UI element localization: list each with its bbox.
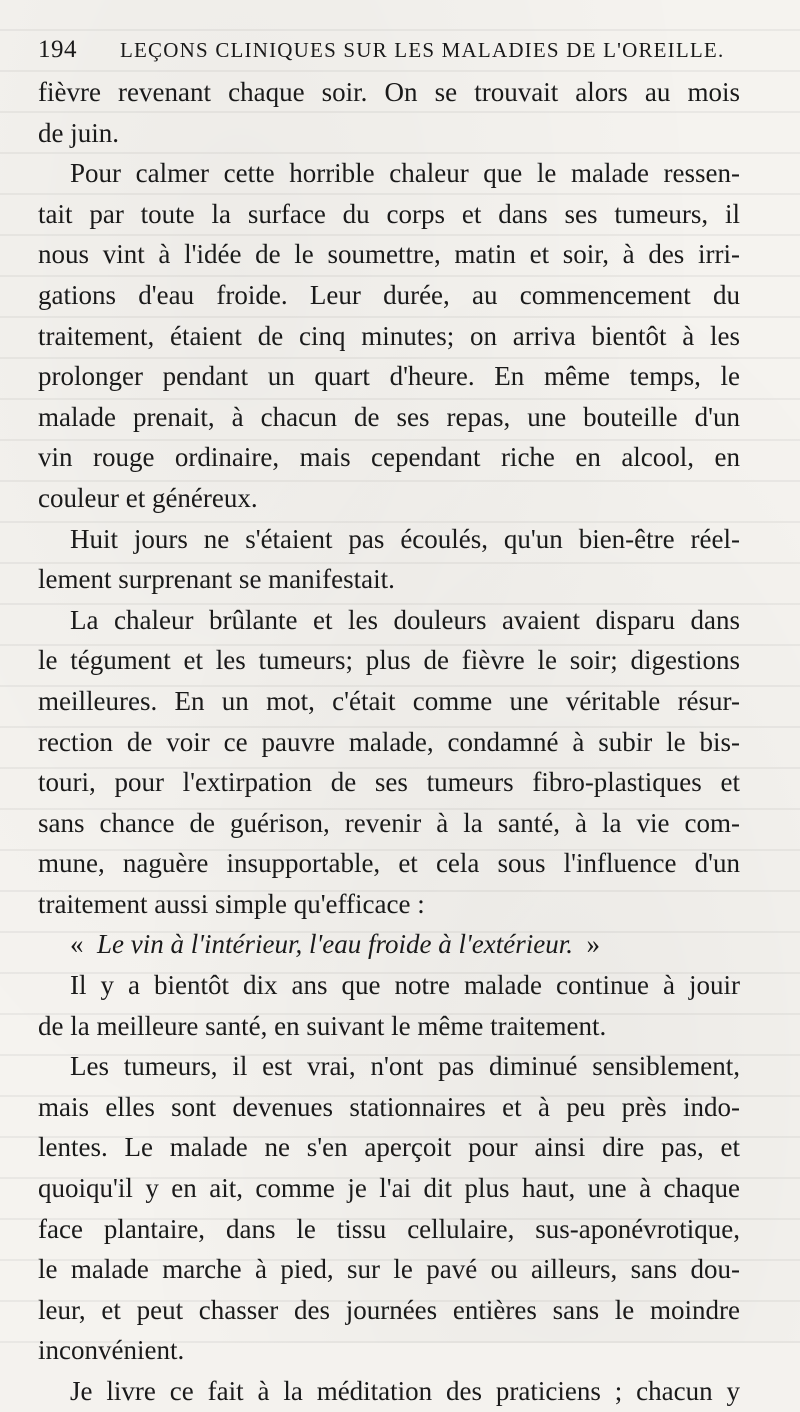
quotation-line [38,924,740,965]
quote-close-mark: » [573,929,600,960]
text-line: inconvénient. [38,1335,185,1366]
text-line: traitement, étaient de cinq minutes; on arriva bientôt à les [38,320,740,351]
text-line: lement surprenant se manifestait. [38,564,395,595]
text-line: Les tumeurs, il est vrai, n'ont pas diminué sensiblement, [70,1051,740,1082]
text-line: de la meilleure santé, en suivant le même traitement. [38,1010,607,1041]
text-line: Je livre ce fait à la méditation des praticiens ; chacun y [70,1376,740,1406]
text-line: de juin. [38,117,119,148]
text-line: gations d'eau froide. Leur durée, au commencement du [38,279,740,310]
text-line: touri, pour l'extirpation de ses tumeurs fibro-plastiques et [38,767,740,798]
page-number: 194 [38,36,77,63]
text-line: face plantaire, dans le tissu cellulaire, sus-aponévrotique, [38,1213,740,1244]
text-line: Pour calmer cette horrible chaleur que le malade ressen- [70,158,740,189]
text-line: mais elles sont devenues stationnaires et à peu près indo- [38,1091,740,1122]
text-line: quoiqu'il y en ait, comme je l'ai dit plus haut, une à chaque [38,1173,740,1204]
page-header [38,36,740,70]
text-line: couleur et généreux. [38,482,258,513]
text-line: Il y a bientôt dix ans que notre malade continue à jouir [70,970,740,1001]
text-line: fièvre revenant chaque soir. On se trouvait alors au mois [38,77,740,107]
text-line: Huit jours ne s'étaient pas écoulés, qu'un bien-être réel- [70,523,740,554]
text-line: malade prenait, à chacun de ses repas, une bouteille d'un [38,401,740,432]
text-line: La chaleur brûlante et les douleurs avaient disparu dans [70,604,740,635]
text-line: nous vint à l'idée de le soumettre, matin et soir, à des irri- [38,239,740,270]
text-line: lentes. Le malade ne s'en aperçoit pour ainsi dire pas, et [38,1132,740,1163]
text-line: prolonger pendant un quart d'heure. En même temps, le [38,361,740,392]
body-text [38,72,740,1412]
text-line: leur, et peut chasser des journées entières sans le moindre [38,1294,740,1325]
text-line: le malade marche à pied, sur le pavé ou ailleurs, sans dou- [38,1254,740,1285]
text-line: le tégument et les tumeurs; plus de fièvre le soir; digestions [38,645,740,676]
text-line: rection de voir ce pauvre malade, condamné à subir le bis- [38,726,740,757]
quote-italic-text: Le vin à l'intérieur, l'eau froide à l'extérieur. [97,929,573,960]
text-line: traitement aussi simple qu'efficace : [38,888,425,919]
text-line: mune, naguère insupportable, et cela sous l'influence d'un [38,848,740,879]
text-line: vin rouge ordinaire, mais cependant riche en alcool, en [38,442,740,473]
text-line: meilleures. En un mot, c'était comme une véritable résur- [38,685,740,716]
text-line: sans chance de guérison, revenir à la santé, à la vie com- [38,807,740,838]
quote-open-mark: « [70,929,97,960]
running-head: LEÇONS CLINIQUES SUR LES MALADIES DE L'OREILLE. [120,38,725,62]
text-line: tait par toute la surface du corps et dans ses tumeurs, il [38,198,740,229]
